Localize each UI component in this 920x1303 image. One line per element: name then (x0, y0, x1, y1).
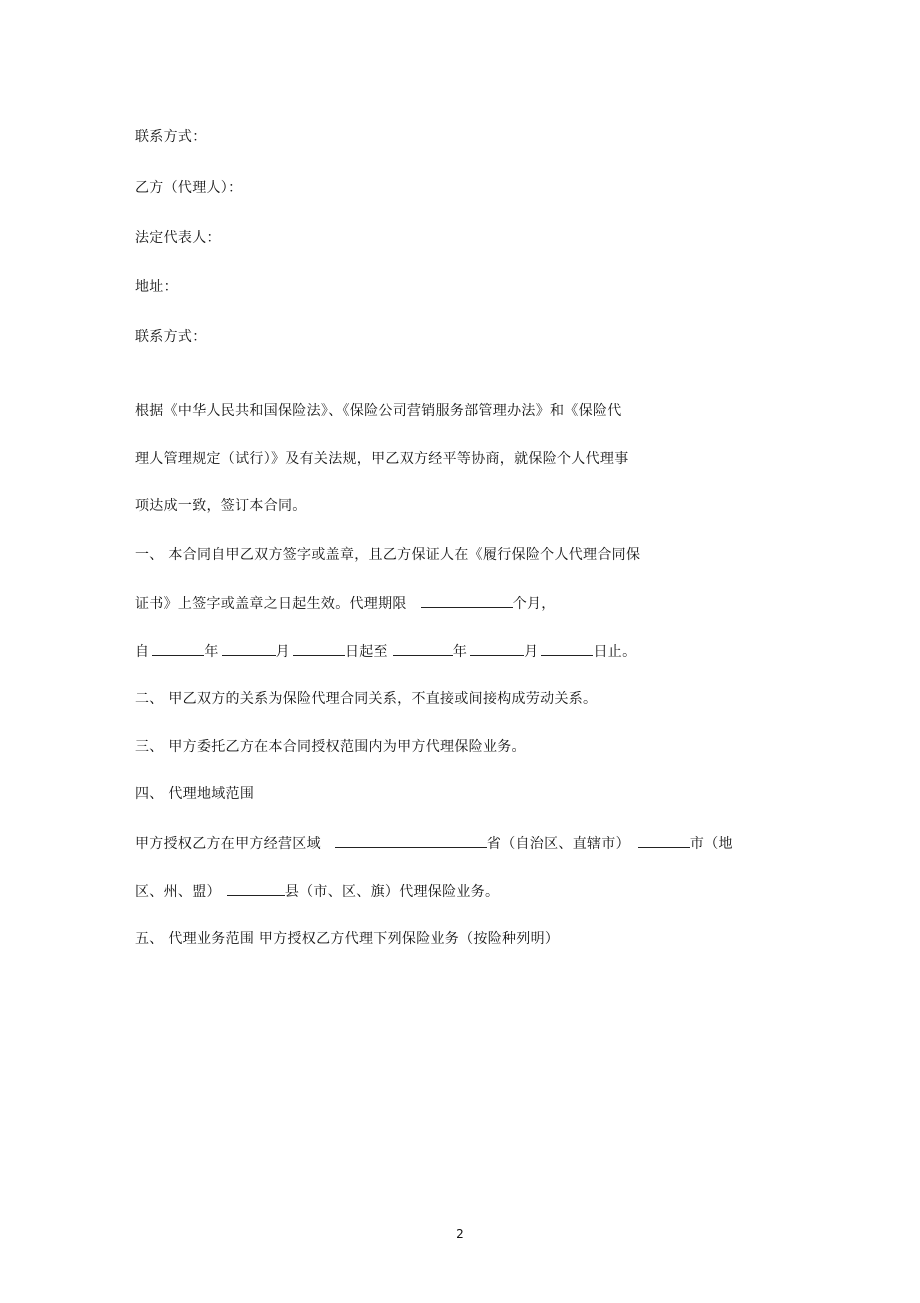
start-month-blank (222, 641, 276, 656)
month-label: 月 (524, 644, 539, 660)
region-prefix: 甲方授权乙方在甲方经营区域 (135, 836, 321, 852)
clause-4-line-2 (135, 881, 499, 902)
province-blank (335, 833, 487, 848)
clause-3: 三、 甲方委托乙方在本合同授权范围内为甲方代理保险业务。 (135, 739, 526, 755)
clause-5: 五、 代理业务范围 甲方授权乙方代理下列保险业务（按险种列明） (135, 931, 560, 947)
clause-4-title: 四、 代理地域范围 (135, 786, 255, 802)
clause-1-term-prefix: 证书》上签字或盖章之日起生效。代理期限 (135, 596, 407, 612)
clause-1-line-2 (135, 593, 556, 614)
year-label: 年 (452, 644, 468, 660)
clause-4-line-1 (135, 833, 733, 854)
month-label: 月 (275, 644, 290, 660)
date-from-label: 自 (135, 644, 150, 660)
preamble-line: 理人管理规定（试行）》及有关法规，甲乙双方经平等协商，就保险个人代理事 (135, 451, 629, 467)
party-b-contact-label: 联系方式： (135, 329, 207, 345)
clause-1-term-suffix: 个月， (512, 596, 556, 612)
county-label: 县（市、区、旗）代理保险业务。 (284, 884, 500, 900)
year-label: 年 (204, 644, 219, 660)
county-blank (227, 881, 285, 896)
city-label: 市（地 (689, 836, 733, 852)
end-year-blank (393, 641, 453, 656)
clause-1-line-1: 一、 本合同自甲乙双方签字或盖章，且乙方保证人在《履行保险个人代理合同保 (135, 547, 641, 563)
preamble-line: 项达成一致，签订本合同。 (135, 498, 307, 514)
end-day-blank (541, 641, 593, 656)
page-number: 2 (456, 1227, 464, 1241)
day-to-label: 日止。 (593, 644, 637, 660)
city-blank (638, 833, 690, 848)
prefecture-label: 区、州、盟） (135, 884, 221, 900)
clause-2: 二、 甲乙双方的关系为保险代理合同关系，不直接或间接构成劳动关系。 (135, 691, 598, 707)
start-day-blank (293, 641, 345, 656)
party-a-contact-label: 联系方式： (135, 129, 207, 145)
preamble-line: 根据《中华人民共和国保险法》、《保险公司营销服务部管理办法》和《保险代 (135, 403, 622, 419)
day-from-label: 日起至 (344, 644, 388, 660)
province-label: 省（自治区、直辖市） (486, 836, 630, 852)
term-months-blank (421, 593, 513, 608)
start-year-blank (152, 641, 204, 656)
legal-representative-label: 法定代表人： (135, 230, 221, 246)
clause-1-date-range (135, 641, 636, 662)
party-b-label: 乙方（代理人）： (135, 180, 243, 196)
end-month-blank (470, 641, 524, 656)
address-label: 地址： (135, 279, 178, 295)
